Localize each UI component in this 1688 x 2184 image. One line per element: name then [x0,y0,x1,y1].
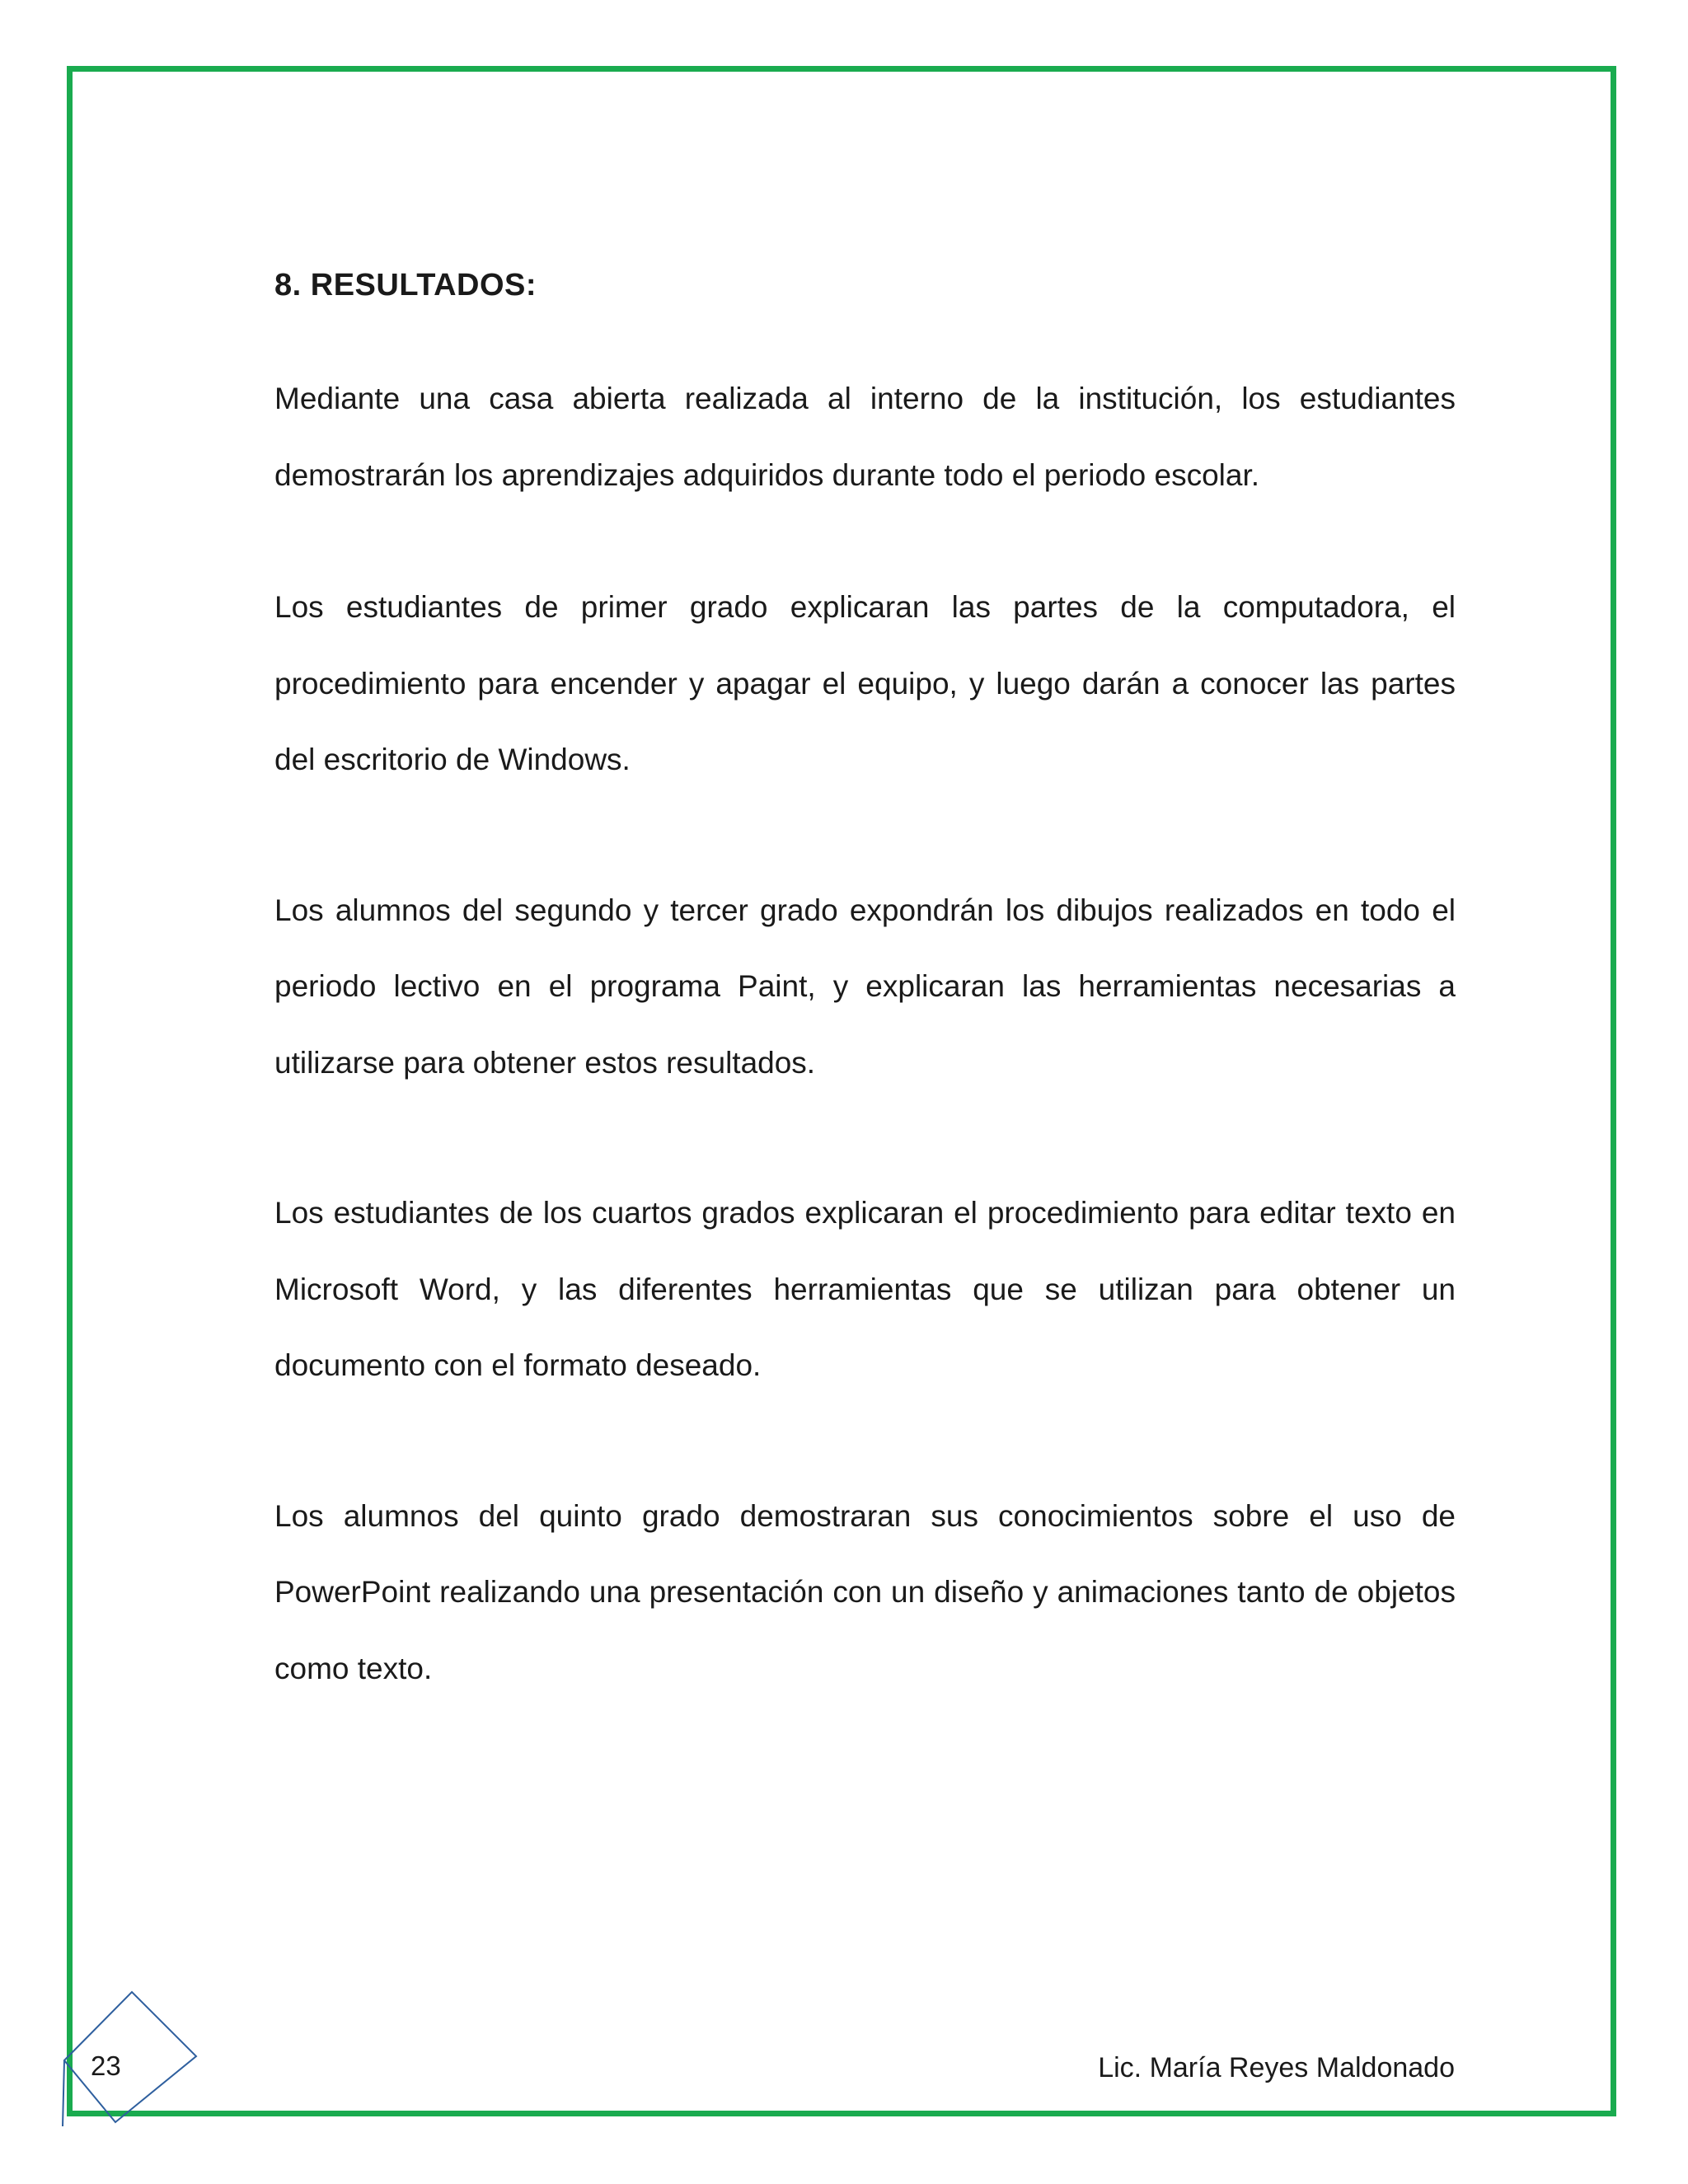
footer-author: Lic. María Reyes Maldonado [1098,2052,1455,2083]
paragraph-fifth-grade: Los alumnos del quinto grado demostraran sus conocimientos sobre el uso de PowerPoint realizando una presentación con un diseño y animaciones tanto de objetos como texto. [274,1498,1456,1685]
page-content [274,268,1456,1707]
section-heading: 8. RESULTADOS: [274,268,537,302]
paragraph-intro: Mediante una casa abierta realizada al interno de la institución, los estudiantes demostrarán los aprendizajes adquiridos durante todo el periodo escolar. [274,382,1456,492]
page-number: 23 [91,2050,121,2081]
paragraph-second-third-grade: Los alumnos del segundo y tercer grado expondrán los dibujos realizados en todo el periodo lectivo en el programa Paint, y explicaran las herramientas necesarias a utilizarse para obtener estos resultados. [274,893,1456,1080]
paragraph-fourth-grade: Los estudiantes de los cuartos grados explicaran el procedimiento para editar texto en Microsoft Word, y las diferentes herramientas que se utilizan para obtener un documento con el formato deseado. [274,1196,1456,1382]
paragraph-first-grade: Los estudiantes de primer grado explicaran las partes de la computadora, el procedimiento para encender y apagar el equipo, y luego darán a conocer las partes del escritorio de Windows. [274,590,1456,776]
page-number-diamond-shape [58,1982,206,2126]
